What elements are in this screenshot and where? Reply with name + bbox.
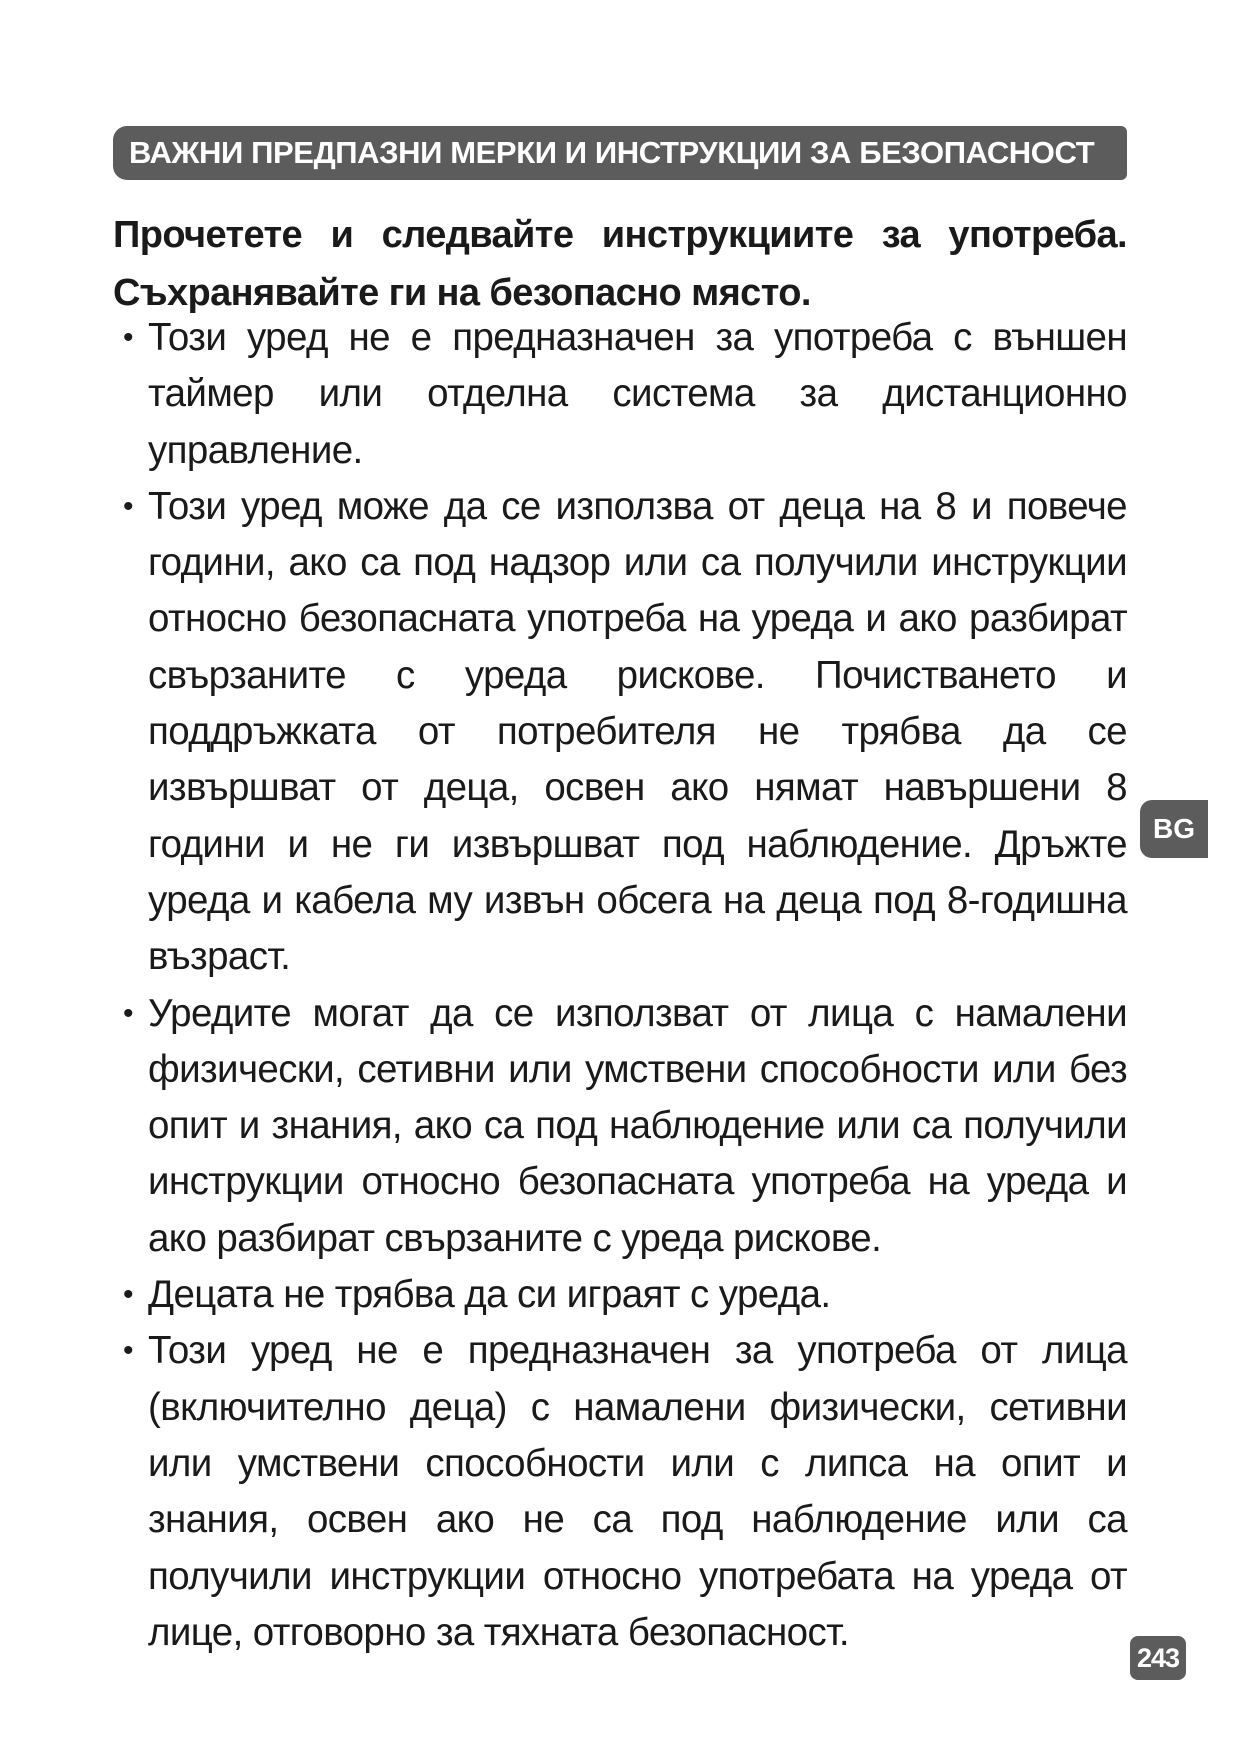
- section-header-bar: [113, 126, 1127, 180]
- list-item-text: Този уред може да се използва от деца на 8 и повече години, ако са под надзор или са получили инструкции относно безопасната употреба на уреда и ако разбират свързаните с уреда рискове. Почистването и поддръжката от потребителя не трябва да се извършват от деца, освен ако нямат навършени 8 години и не ги извършват под наблюдение. Дръжте уреда и кабела му извън обсега на деца под 8-годишна възраст.: [148, 484, 1127, 979]
- intro-text: Прочетете и следвайте инструкциите за употреба. Съхранявайте ги на безопасно място.: [113, 214, 1127, 314]
- bullet-icon: •: [123, 489, 133, 523]
- list-item: [113, 986, 1127, 1267]
- list-item-text: Уредите могат да се използват от лица с намалени физически, сетивни или умствени способности или без опит и знания, ако са под наблюдение или са получили инструкции относно безопасната употреба на уреда и ако разбират свързаните с уреда рискове.: [148, 991, 1127, 1260]
- list-item: [113, 479, 1127, 986]
- list-item-text: Този уред не е предназначен за употреба от лица (включително деца) с намалени физически, сетивни или умствени способности или с липса на опит и знания, освен ако не са под наблюдение или са получили инструкции относно употребата на уреда от лице, отговорно за тяхната безопасност.: [148, 1329, 1127, 1654]
- safety-instructions-list: [113, 310, 1127, 1661]
- language-tab: [1140, 800, 1208, 858]
- list-item-text: Този уред не е предназначен за употреба с външен таймер или отделна система за дистанционно управление.: [148, 316, 1127, 472]
- list-item: [113, 310, 1127, 479]
- bullet-icon: •: [123, 996, 133, 1030]
- list-item-text: Децата не трябва да си играят с уреда.: [148, 1273, 831, 1317]
- language-tab-label: BG: [1153, 813, 1195, 844]
- bullet-icon: •: [123, 321, 133, 354]
- bullet-icon: •: [123, 1278, 133, 1312]
- bullet-icon: •: [123, 1334, 133, 1368]
- list-item: [113, 1323, 1127, 1661]
- page-number: 243: [1136, 1642, 1180, 1673]
- section-title: ВАЖНИ ПРЕДПАЗНИ МЕРКИ И ИНСТРУКЦИИ ЗА БЕЗОПАСНОСТ: [129, 135, 1095, 170]
- page-number-badge: [1130, 1636, 1186, 1680]
- list-item: [113, 1267, 1127, 1323]
